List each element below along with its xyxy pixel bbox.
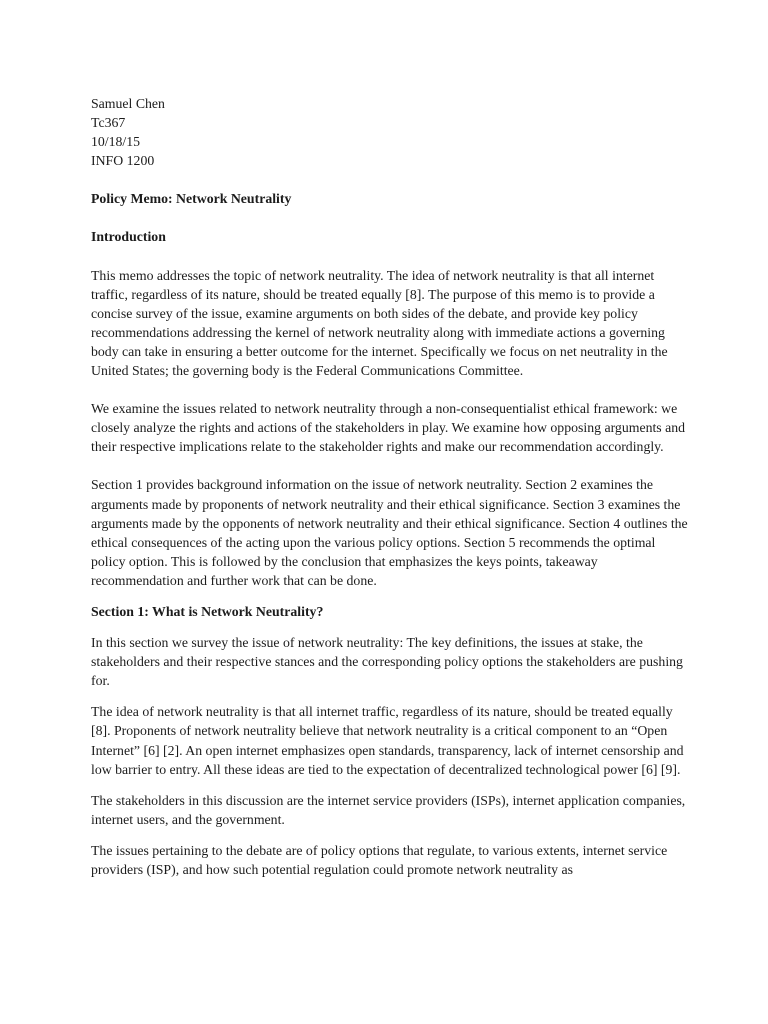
intro-paragraph-1: This memo addresses the topic of network neutrality. The idea of network neutrality is that all internet traffic, regardless of its nature, should be treated equally [8]. The purpose of this memo is to provide a concise survey of the issue, examine arguments on both sides of the debate, and provide key policy recommendations addressing the kernel of network neutrality along with immediate actions a governing body can take in ensuring a better outcome for the internet. Specifically we focus on net neutrality in the United States; the governing body is the Federal Communications Committee. <box>91 267 668 379</box>
section-1-paragraph-4: The issues pertaining to the debate are of policy options that regulate, to various extents, internet service providers (ISP), and how such potential regulation could promote network neutrality as <box>91 842 668 877</box>
memo-header <box>91 94 692 170</box>
intro-paragraph-2: We examine the issues related to network neutrality through a non-consequentialist ethical framework: we closely analyze the rights and actions of the stakeholders in play. We examine how opposing arguments and their respective implications relate to the stakeholder rights and make our recommendation accordingly. <box>91 401 686 455</box>
intro-paragraph-3: Section 1 provides background information on the issue of network neutrality. Section 2 examines the arguments made by proponents of network neutrality and their ethical significance. Section 3 examines the arguments made by the opponents of network neutrality and their ethical significance. Section 4 outlines the ethical consequences of the acting upon the various policy options. Section 5 recommends the optimal policy option. This is followed by the conclusion that emphasizes the keys points, takeaway recommendation and further work that can be done. <box>91 477 688 588</box>
course-code: INFO 1200 <box>91 153 155 169</box>
section-1-paragraph-2: The idea of network neutrality is that all internet traffic, regardless of its nature, should be treated equally [8]. Proponents of network neutrality believe that network neutrality is a critical component to an “Open Internet” [6] [2]. An open internet emphasizes open standards, transparency, lack of internet censorship and low barrier to entry. All these ideas are tied to the expectation of decentralized technological power [6] [9]. <box>91 704 684 777</box>
author-name: Samuel Chen <box>91 96 165 111</box>
memo-date: 10/18/15 <box>91 134 141 150</box>
memo-title: Policy Memo: Network Neutrality <box>91 191 292 207</box>
section-1-paragraph-3: The stakeholders in this discussion are the internet service providers (ISPs), internet application companies, internet users, and the government. <box>91 792 686 827</box>
intro-heading: Introduction <box>91 229 166 245</box>
section-1-heading: Section 1: What is Network Neutrality? <box>91 603 324 619</box>
net-id: Tc367 <box>91 115 126 131</box>
section-1-paragraph-1: In this section we survey the issue of network neutrality: The key definitions, the issues at stake, the stakeholders and their respective stances and the corresponding policy options the stakeholders are pushing for. <box>91 635 683 689</box>
